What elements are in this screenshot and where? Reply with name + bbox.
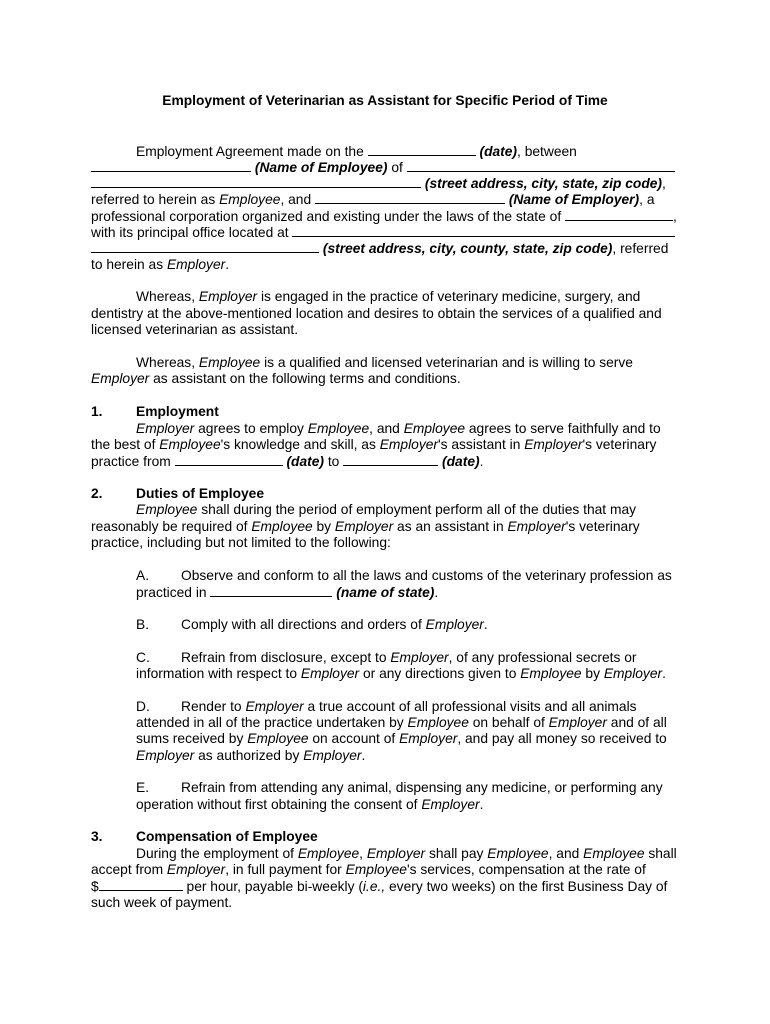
section-2-number: 2. [91, 486, 103, 501]
hourly-rate-blank[interactable] [99, 878, 183, 891]
whereas2-line-2: Employer as assistant on the following terms and conditions. [91, 371, 461, 386]
state-blank[interactable] [565, 208, 673, 221]
whereas1-line-3: licensed veterinarian as assistant. [91, 322, 299, 337]
section-2-line-1: Employee shall during the period of employment perform all of the duties that may [136, 502, 637, 517]
intro-line-1: Employment Agreement made on the (date), between [136, 144, 577, 159]
end-date-blank[interactable] [343, 453, 438, 466]
item-b-line-1: Comply with all directions and orders of Employer. [181, 617, 488, 632]
section-3-line-2: accept from Employer, in full payment for Employee's services, compensation at the rate of [91, 862, 646, 877]
item-e-line-2: operation without first obtaining the consent of Employer. [136, 797, 484, 812]
section-1-heading: Employment [136, 404, 219, 419]
section-3-line-1: During the employment of Employee, Employer shall pay Employee, and Employee shall [136, 846, 677, 861]
intro-line-3: (street address, city, state, zip code), [91, 175, 666, 192]
employer-address-blank[interactable] [91, 240, 319, 253]
item-c-line-2: information with respect to Employer or any directions given to Employee by Employer. [136, 666, 666, 681]
item-c-letter: C. [136, 650, 150, 665]
section-1-number: 1. [91, 404, 103, 419]
section-3-heading: Compensation of Employee [136, 829, 318, 844]
intro-line-7: (street address, city, county, state, zip code), referred [91, 240, 668, 257]
whereas1-line-2: dentistry at the above-mentioned location and desires to obtain the services of a qualified and [91, 306, 662, 321]
item-d-line-4: Employer as authorized by Employer. [136, 748, 366, 763]
name-of-state-blank[interactable] [210, 584, 332, 597]
item-c-line-1: Refrain from disclosure, except to Employer, of any professional secrets or [181, 650, 637, 665]
item-e-line-1: Refrain from attending any animal, dispensing any medicine, or performing any [181, 780, 663, 795]
item-d-line-2: attended in all of the practice undertaken by Employee on behalf of Employer and of all [136, 715, 667, 730]
whereas2-line-1: Whereas, Employee is a qualified and licensed veterinarian and is willing to serve [136, 355, 633, 370]
item-b-letter: B. [136, 617, 150, 632]
section-2-line-3: practice, including but not limited to the following: [91, 535, 391, 550]
intro-line-6: with its principal office located at [91, 224, 675, 241]
item-a-line-2: practiced in (name of state). [136, 585, 439, 600]
employee-address-blank[interactable] [91, 175, 421, 188]
employee-of-blank[interactable] [407, 159, 675, 172]
section-1-line-3: practice from (date) to (date). [91, 454, 484, 469]
section-2-heading: Duties of Employee [136, 486, 265, 501]
start-date-blank[interactable] [175, 453, 283, 466]
section-3-number: 3. [91, 829, 103, 844]
section-3-line-4: such week of payment. [91, 895, 233, 910]
office-location-blank[interactable] [292, 224, 675, 237]
section-1-line-1: Employer agrees to employ Employee, and Employee agrees to serve faithfully and to [136, 421, 661, 436]
intro-line-5: professional corporation organized and existing under the laws of the state of , [91, 209, 677, 224]
employee-name-blank[interactable] [91, 159, 251, 172]
section-3-line-3: $ per hour, payable bi-weekly (i.e., every two weeks) on the first Business Day of [91, 879, 668, 894]
employer-name-blank[interactable] [315, 191, 505, 204]
intro-line-4: referred to herein as Employee, and (Name of Employer), a [91, 192, 655, 207]
item-a-line-1: Observe and conform to all the laws and customs of the veterinary profession as [181, 568, 672, 583]
intro-line-8: to herein as Employer. [91, 257, 230, 272]
item-d-letter: D. [136, 699, 150, 714]
document-title: Employment of Veterinarian as Assistant for Specific Period of Time [162, 93, 608, 108]
item-d-line-1: Render to Employer a true account of all professional visits and all animals [181, 699, 637, 714]
item-e-letter: E. [136, 780, 150, 795]
section-2-line-2: reasonably be required of Employee by Employer as an assistant in Employer's veterinary [91, 519, 640, 534]
whereas1-line-1: Whereas, Employer is engaged in the practice of veterinary medicine, surgery, and [136, 289, 641, 304]
item-d-line-3: sums received by Employee on account of Employer, and pay all money so received to [136, 731, 667, 746]
date-blank[interactable] [368, 143, 476, 156]
intro-line-2: (Name of Employee) of [91, 159, 675, 176]
section-1-line-2: the best of Employee's knowledge and skill, as Employer's assistant in Employer's veterinary [91, 437, 657, 452]
item-a-letter: A. [136, 568, 150, 583]
